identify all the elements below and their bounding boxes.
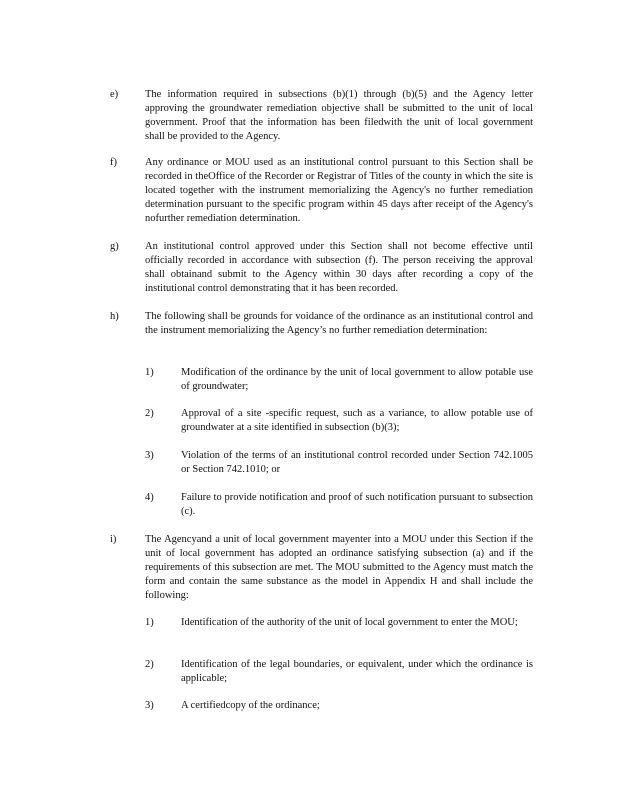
list-item-label: 3) [145,700,154,711]
paragraph-text: An institutional control approved under this Section shall not become effective until officially recorded in accordance with subsection (f). The person receiving the approval shall obtainand submit to the Agency within 30 days after recording a copy of the institutional control demonstrating that it has been recorded. [145,241,533,294]
list-item-label: 2) [145,659,154,670]
paragraph-text: The information required in subsections (b)(1) through (b)(5) and the Agency letter approving the groundwater remediation objective shall be submitted to the unit of local government. Proof that the information has been filedwith the unit of local government shall be provided to the Agency. [145,89,533,142]
paragraph-text: Any ordinance or MOU used as an institutional control pursuant to this Section shall be recorded in theOffice of the Recorder or Registrar of Titles of the county in which the site is located together with the instrument memorializing the Agency's no further remediation determination pursuant to the specific program within 45 days after receipt of the Agency's nofurther remediation determination. [145,157,533,224]
paragraph-text: The following shall be grounds for voidance of the ordinance as an institutional control and the instrument memorializing the Agency’s no further remediation determination: [145,311,533,336]
list-item-label: 2) [145,408,154,419]
list-item-label: 3) [145,450,154,461]
list-item-label: 4) [145,492,154,503]
list-item-text: A certifiedcopy of the ordinance; [181,700,320,711]
list-item-label: 1) [145,617,154,628]
list-item-text: Identification of the authority of the unit of local government to enter the MOU; [181,617,518,628]
list-item-text: Violation of the terms of an institutional control recorded under Section 742.1005 or Section 742.1010; or [181,450,533,475]
paragraph-label: f) [110,157,117,168]
paragraph-label: g) [110,241,119,252]
paragraph-label: e) [110,89,119,100]
list-item-text: Failure to provide notification and proof of such notification pursuant to subsection (c). [181,492,533,517]
list-item-text: Identification of the legal boundaries, or equivalent, under which the ordinance is applicable; [181,659,533,684]
list-item-text: Approval of a site -specific request, such as a variance, to allow potable use of groundwater at a site identified in subsection (b)(3); [181,408,533,433]
list-item-label: 1) [145,367,154,378]
paragraph-text: The Agencyand a unit of local government mayenter into a MOU under this Section if the unit of local government has adopted an ordinance satisfying subsection (a) and if the requirements of this subsection are met. The MOU submitted to the Agency must match the form and contain the same substance as the model in Appendix H and shall include the following: [145,534,533,601]
paragraph-label: i) [110,534,117,545]
paragraph-label: h) [110,311,119,322]
list-item-text: Modification of the ordinance by the unit of local government to allow potable use of groundwater; [181,367,533,392]
